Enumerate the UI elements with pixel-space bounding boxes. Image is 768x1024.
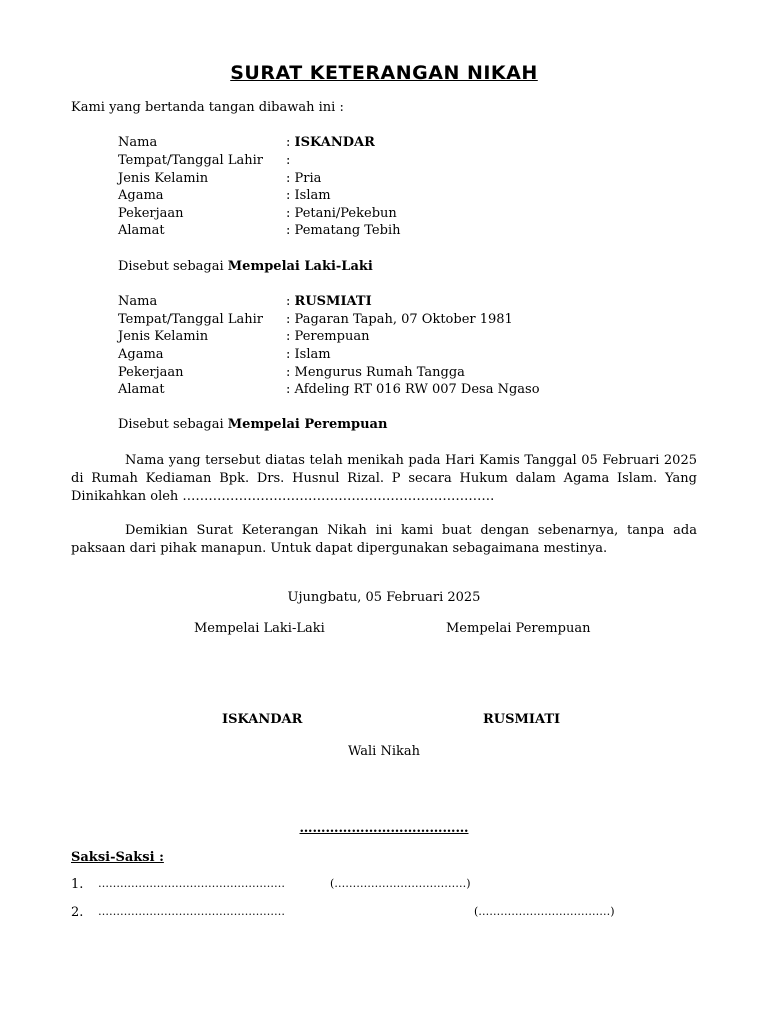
groom-birth-label: Tempat/Tanggal Lahir bbox=[118, 153, 263, 168]
groom-address-label: Alamat bbox=[118, 223, 165, 238]
witness-2-name-blank: …………………………………………… bbox=[98, 905, 285, 918]
closing-statement: Demikian Surat Keterangan Nikah ini kami buat dengan sebenarnya, tanpa ada paksaan dari pihak manapun. Untuk dapat dipergunakan sebagaimana mestinya. bbox=[71, 523, 697, 556]
groom-name-value: : ISKANDAR bbox=[286, 135, 375, 150]
bride-birth-label: Tempat/Tanggal Lahir bbox=[118, 312, 263, 327]
wali-name-blank: ………………………………… bbox=[299, 821, 469, 836]
groom-job-label: Pekerjaan bbox=[118, 206, 184, 221]
marriage-statement: Nama yang tersebut diatas telah menikah pada Hari Kamis Tanggal 05 Februari 2025 di Rumah Kediaman Bpk. Drs. Husnul Rizal. P secara Hukum dalam Agama Islam. Yang Dinikahkan oleh ……………………………………………………………… bbox=[71, 453, 697, 504]
groom-signature-name: ISKANDAR bbox=[222, 712, 303, 727]
groom-signature-label: Mempelai Laki-Laki bbox=[194, 621, 325, 636]
groom-gender-value: : Pria bbox=[286, 171, 322, 186]
bride-birth-value: : Pagaran Tapah, 07 Oktober 1981 bbox=[286, 312, 513, 327]
groom-birth-value: : bbox=[286, 153, 291, 168]
witness-2-number: 2. bbox=[71, 905, 84, 920]
groom-gender-label: Jenis Kelamin bbox=[118, 171, 209, 186]
witnesses-heading: Saksi-Saksi : bbox=[71, 850, 164, 865]
groom-role-text: Disebut sebagai Mempelai Laki-Laki bbox=[118, 259, 373, 274]
document-title: SURAT KETERANGAN NIKAH bbox=[230, 62, 538, 84]
bride-gender-label: Jenis Kelamin bbox=[118, 329, 209, 344]
groom-name-label: Nama bbox=[118, 135, 158, 150]
witness-1-signature-blank: (………………………………) bbox=[330, 877, 471, 890]
bride-role-text: Disebut sebagai Mempelai Perempuan bbox=[118, 417, 388, 432]
bride-religion-value: : Islam bbox=[286, 347, 331, 362]
bride-gender-value: : Perempuan bbox=[286, 329, 370, 344]
place-date: Ujungbatu, 05 Februari 2025 bbox=[287, 590, 481, 605]
bride-address-label: Alamat bbox=[118, 382, 165, 397]
witness-1-name-blank: …………………………………………… bbox=[98, 877, 285, 890]
groom-address-value: : Pematang Tebih bbox=[286, 223, 401, 238]
bride-job-label: Pekerjaan bbox=[118, 365, 184, 380]
bride-address-value: : Afdeling RT 016 RW 007 Desa Ngaso bbox=[286, 382, 540, 397]
groom-job-value: : Petani/Pekebun bbox=[286, 206, 397, 221]
groom-religion-label: Agama bbox=[118, 188, 164, 203]
bride-signature-name: RUSMIATI bbox=[483, 712, 561, 727]
intro-text: Kami yang bertanda tangan dibawah ini : bbox=[71, 100, 344, 115]
witness-1-number: 1. bbox=[71, 877, 84, 892]
bride-job-value: : Mengurus Rumah Tangga bbox=[286, 365, 465, 380]
groom-religion-value: : Islam bbox=[286, 188, 331, 203]
bride-signature-label: Mempelai Perempuan bbox=[446, 621, 591, 636]
bride-name-label: Nama bbox=[118, 294, 158, 309]
bride-name-value: : RUSMIATI bbox=[286, 294, 372, 309]
wali-label: Wali Nikah bbox=[348, 744, 420, 759]
witness-2-signature-blank: (………………………………) bbox=[474, 905, 615, 918]
bride-religion-label: Agama bbox=[118, 347, 164, 362]
